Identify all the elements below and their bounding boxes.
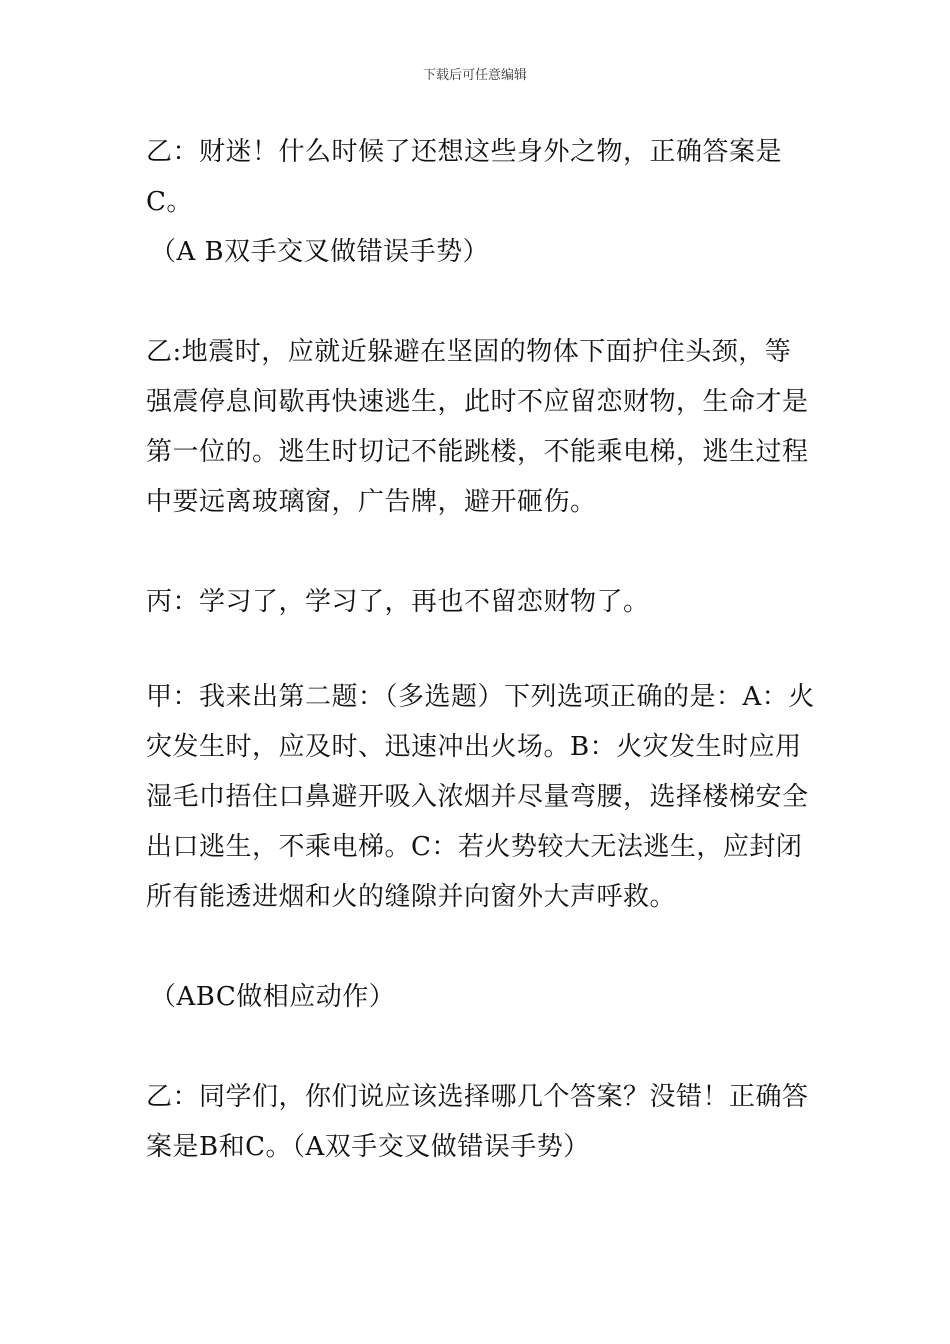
- paragraph-5: 甲：我来出第二题：（多选题）下列选项正确的是：A：火灾发生时，应及时、迅速冲出火场。B：火灾发生时应用湿毛巾捂住口鼻避开吸入浓烟并尽量弯腰，选择楼梯安全出口逃生，不乘电梯。C：若火势较大无法逃生，应封闭所有能透进烟和火的缝隙并向窗外大声呼救。: [146, 682, 815, 912]
- paragraph-4: 丙：学习了，学习了，再也不留恋财物了。: [146, 587, 650, 617]
- paragraph-3: 乙:地震时，应就近躲避在坚固的物体下面护住头颈，等强震停息间歇再快速逃生，此时不应留恋财物，生命才是第一位的。逃生时切记不能跳楼，不能乘电梯，逃生过程中要远离玻璃窗，广告牌，避开砸伤。: [146, 337, 809, 517]
- paragraph-7: 乙：同学们，你们说应该选择哪几个答案？没错！正确答案是B和C。（A双手交叉做错误手势）: [146, 1082, 809, 1162]
- paragraph-1: 乙：财迷！什么时候了还想这些身外之物，正确答案是C。: [146, 137, 783, 217]
- page-header: 下载后可任意编辑: [422, 68, 527, 83]
- paragraph-6-stage-direction: （ABC做相应动作）: [150, 982, 396, 1012]
- paragraph-2-stage-direction: （A B双手交叉做错误手势）: [150, 237, 490, 267]
